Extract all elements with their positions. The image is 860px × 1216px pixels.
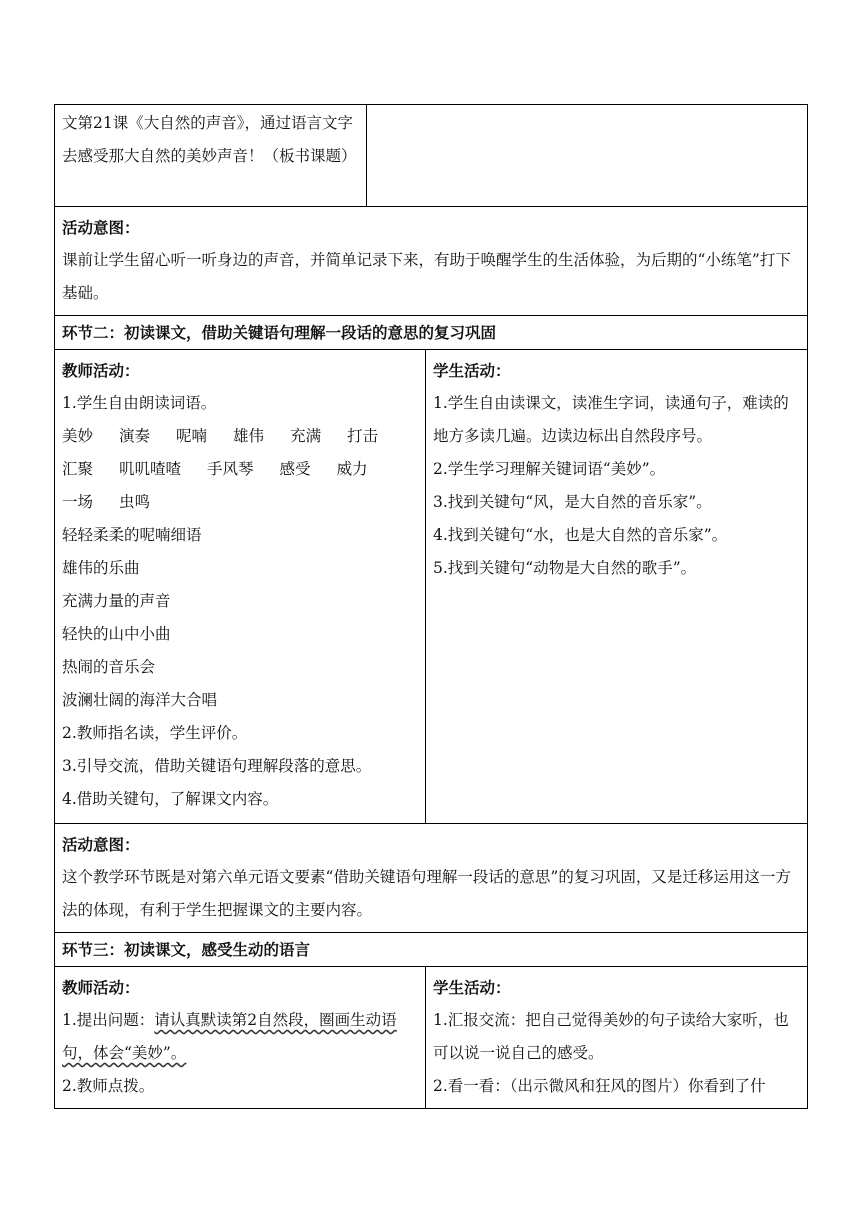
- section3-title-row: [55, 933, 808, 967]
- word: 充满: [290, 427, 322, 445]
- student-step: 5.找到关键句“动物是大自然的歌手”。: [433, 559, 697, 577]
- word: 雄伟: [233, 427, 265, 445]
- word: 叽叽喳喳: [119, 460, 182, 478]
- word: 呢喃: [176, 427, 208, 445]
- section2-title-text: 环节二：初读课文，借助关键语句理解一段话的意思的复习巩固: [62, 323, 497, 342]
- student-step-2: 2.看一看：（出示微风和狂风的图片）你看到了什: [433, 1077, 766, 1095]
- section2-title-row: [55, 316, 808, 350]
- word: 美妙: [62, 427, 94, 445]
- teacher-step-1: [62, 1004, 418, 1070]
- intent1-heading: 活动意图：: [62, 218, 140, 237]
- intro-left-cell: [55, 105, 367, 207]
- section2-activities-row: [55, 350, 808, 824]
- student-step: 3.找到关键句“风，是大自然的音乐家”。: [433, 493, 712, 511]
- word: 感受: [279, 460, 311, 478]
- word-row-1: [62, 420, 418, 453]
- intent2-cell: [55, 824, 808, 933]
- word: 演奏: [119, 427, 151, 445]
- section2-title: [55, 316, 808, 350]
- word: 打击: [347, 427, 379, 445]
- section3-student-cell: [426, 967, 808, 1109]
- teacher-step-1-underlined: 请认真默读第2自然段，圈画生动语句，体会“美妙”。: [62, 1011, 397, 1062]
- intent1-text: 课前让学生留心听一听身边的声音，并简单记录下来，有助于唤醒学生的生活体验，为后期的“小练笔”打下基础。: [62, 251, 791, 302]
- student-heading: 学生活动：: [433, 361, 511, 380]
- word: 虫鸣: [119, 493, 151, 511]
- intro-row: [55, 105, 808, 207]
- phrase: 波澜壮阔的海洋大合唱: [62, 691, 218, 709]
- word-row-3: [62, 486, 418, 519]
- intent1-row: [55, 207, 808, 316]
- teacher-heading: 教师活动：: [62, 978, 140, 997]
- teacher-step-4: 4.借助关键句，了解课文内容。: [62, 790, 279, 808]
- student-step: 2.学生学习理解关键词语“美妙”。: [433, 460, 666, 478]
- teacher-step-1-prefix: 1.提出问题：: [62, 1011, 155, 1029]
- word: 一场: [62, 493, 94, 511]
- intent2-row: [55, 824, 808, 933]
- phrase: 热闹的音乐会: [62, 658, 156, 676]
- section3-title: [55, 933, 808, 967]
- teacher-step-1: 1.学生自由朗读词语。: [62, 394, 217, 412]
- teacher-step-3: 3.引导交流，借助关键语句理解段落的意思。: [62, 757, 372, 775]
- student-heading: 学生活动：: [433, 978, 511, 997]
- student-step: 1.学生自由读课文，读准生字词，读通句子，难读的地方多读几遍。边读边标出自然段序号。: [433, 394, 789, 445]
- teacher-step-2: 2.教师点拨。: [62, 1077, 155, 1095]
- teacher-heading: 教师活动：: [62, 361, 140, 380]
- intent2-heading: 活动意图：: [62, 835, 140, 854]
- phrase: 雄伟的乐曲: [62, 559, 140, 577]
- intro-text: 文第21课《大自然的声音》，通过语言文字去感受那大自然的美妙声音！（板书课题）: [62, 114, 357, 165]
- section2-student-cell: [426, 350, 808, 824]
- phrase: 轻快的山中小曲: [62, 625, 171, 643]
- student-step-1: 1.汇报交流：把自己觉得美妙的句子读给大家听，也可以说一说自己的感受。: [433, 1011, 789, 1062]
- lesson-plan-table: [54, 104, 808, 1109]
- teacher-step-2: 2.教师指名读，学生评价。: [62, 724, 248, 742]
- intro-right-cell: [367, 105, 808, 207]
- word: 威力: [336, 460, 368, 478]
- phrase: 轻轻柔柔的呢喃细语: [62, 526, 202, 544]
- intent1-cell: [55, 207, 808, 316]
- section2-teacher-cell: [55, 350, 426, 824]
- phrase: 充满力量的声音: [62, 592, 171, 610]
- section3-teacher-cell: [55, 967, 426, 1109]
- word: 汇聚: [62, 460, 94, 478]
- word: 手风琴: [207, 460, 254, 478]
- student-step: 4.找到关键句“水，也是大自然的音乐家”。: [433, 526, 728, 544]
- word-row-2: [62, 453, 418, 486]
- section3-title-text: 环节三：初读课文，感受生动的语言: [62, 940, 311, 959]
- section3-activities-row: [55, 967, 808, 1109]
- intent2-text: 这个教学环节既是对第六单元语文要素“借助关键语句理解一段话的意思”的复习巩固，又是迁移运用这一方法的体现，有利于学生把握课文的主要内容。: [62, 868, 791, 919]
